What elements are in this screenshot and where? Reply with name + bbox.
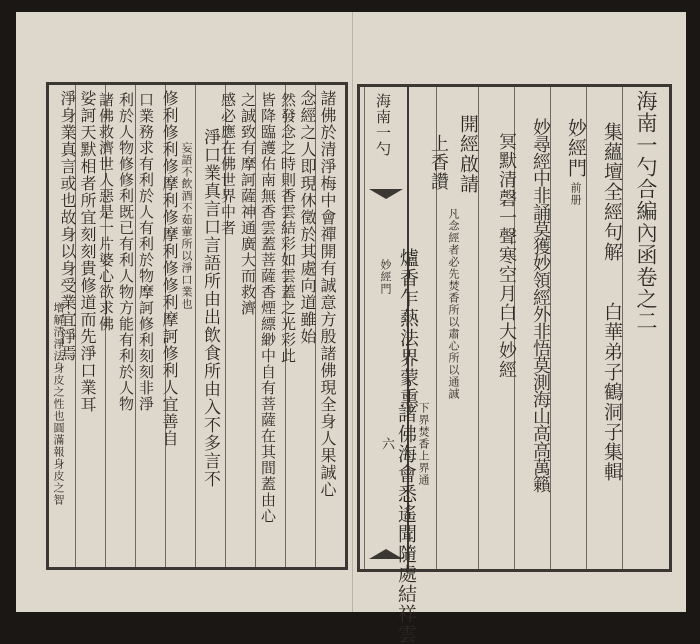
incense-note: 凡念經者必先焚香所以肅心所以通誠: [447, 208, 460, 400]
verse-line-2: 冥默清磬一聲寒空月白大妙經: [496, 132, 517, 379]
gutter-section: 妙經門: [379, 259, 392, 295]
author-line: 白華弟子鶴洞子集輯: [601, 302, 623, 482]
verse-line-1: 妙尋經中非誦莫獲妙領經外非悟莫測海山高高萬籟: [530, 118, 551, 492]
verse-line-4: 諸佛海會悉遙聞隨處結祥雲: [395, 404, 417, 644]
section-heading-kaijing: 開經啟請: [457, 114, 479, 194]
commentary-col-9: 修利修利修摩利修摩利修修利摩訶修利人宜善自: [160, 90, 179, 447]
commentary-col-1: 諸佛於清淨梅中會禪開有誠意方殷諸佛現全身人果誠心: [318, 90, 337, 498]
gutter-title: 海南一勺: [374, 93, 392, 157]
fish-tail-upper-icon: [369, 189, 403, 199]
sub-heading-incense: 上香讚: [428, 134, 449, 191]
section-note: 前册: [569, 182, 582, 206]
commentary-col-2: 念經之人即現休徵於其處向道雖始: [298, 90, 317, 345]
right-page: [352, 12, 686, 644]
commentary-col-3: 然發念之時則香雲結彩如雲蓋之光彩此: [279, 92, 297, 364]
commentary-col-12: 諸佛救濟世人惡是一片婆心欲求佛: [97, 92, 115, 332]
mantra-heading-body: 淨身業真言或也故身以身受業宜淨焉: [58, 90, 77, 362]
book-subtitle: 集蘊壇全經句解: [601, 122, 623, 262]
mantra-heading-mouth: 淨口業真言口言語所由出飲食所由入不多言不: [200, 128, 220, 488]
section-heading-miaojingmen: 妙經門: [565, 118, 587, 178]
commentary-col-8: 妄語不飲酒不茹葷所以淨口業也: [180, 142, 193, 310]
verse-line-3: 爐香乍爇法界蒙熏: [397, 248, 419, 408]
commentary-col-13: 娑訶天默相者所宜刻刻貴修道而先淨口業耳: [78, 90, 97, 413]
commentary-col-4: 皆降臨護佑南無香雲蓋菩薩香煙縹緲中自有菩薩在其間蓋由心: [259, 92, 277, 524]
book-title: 海南一勺合編內函卷之二: [634, 90, 658, 332]
commentary-col-15: 增解清淨法身皮之性也圓滿報身皮之智: [52, 302, 65, 506]
commentary-col-11: 利於人物修修利既已有利人物方能有利於人物: [117, 92, 135, 412]
verse-note: 下界焚香上界通: [417, 402, 430, 486]
commentary-col-5: 之誠致有摩訶薩神通廣大而救濟: [239, 92, 257, 316]
folio-number: 六: [379, 437, 394, 451]
commentary-col-6: 感必應在佛世界中者: [219, 92, 237, 236]
book-spread: [16, 12, 686, 644]
left-page: [16, 12, 353, 612]
commentary-col-10: 口業務求有利於人有利於物摩訶修利刻刻非淨: [137, 92, 155, 412]
